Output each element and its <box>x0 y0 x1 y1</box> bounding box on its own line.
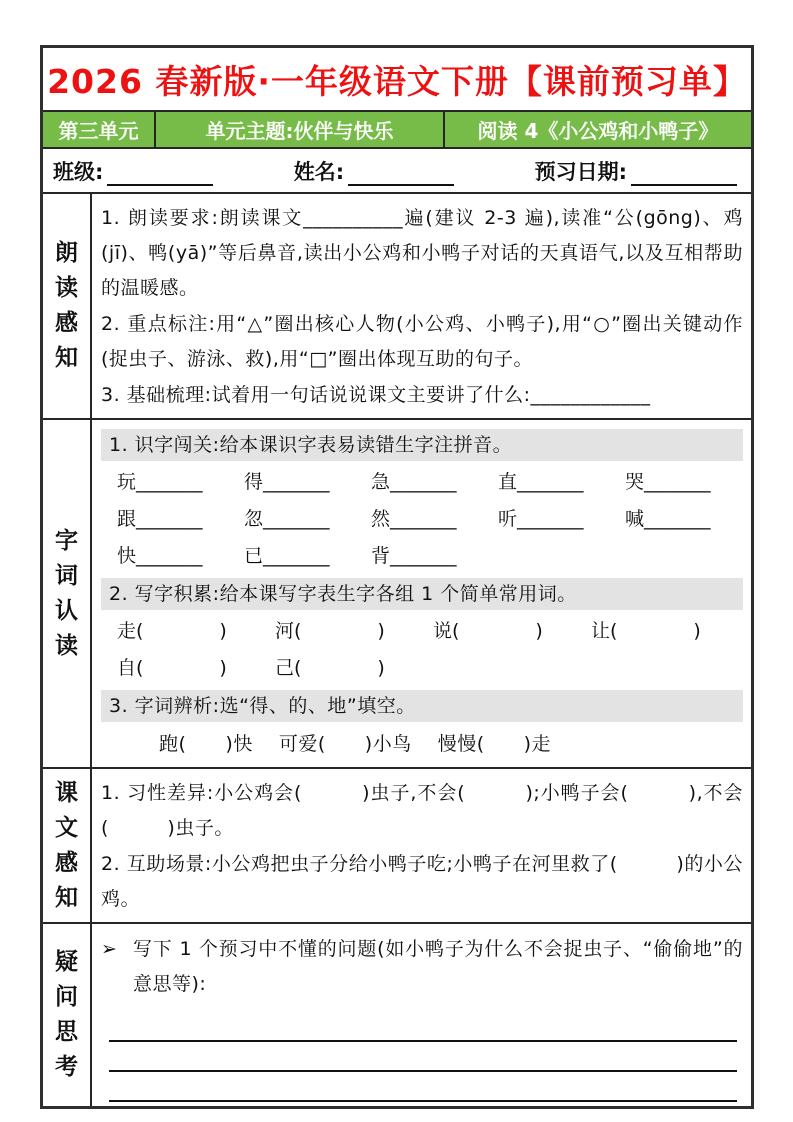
word-blank-cell: 河( ) <box>275 620 385 642</box>
section-reading-perception <box>43 192 751 418</box>
pinyin-blank-cell: 背_______ <box>371 545 457 567</box>
date-field <box>535 156 737 186</box>
pinyin-blank-cell: 跟_______ <box>117 508 203 530</box>
question-prompt: 写下 1 个预习中不懂的问题(如小鸭子为什么不会捉虫子、“偷偷地”的意思等): <box>133 938 743 995</box>
word-row-2 <box>101 650 743 687</box>
page-title: 2026 春新版·一年级语文下册【课前预习单】 <box>47 61 747 101</box>
section-label-char: 文 <box>55 814 78 841</box>
pinyin-blank-cell: 玩_______ <box>117 471 203 493</box>
section-label-char: 知 <box>55 884 78 911</box>
task3-fill-line: 跑( )快 可爱( )小鸟 慢慢( )走 <box>159 733 552 755</box>
section-label-char: 问 <box>55 984 78 1010</box>
arrow-bullet-icon: ➢ <box>101 938 117 960</box>
task1-title: 1. 识字闯关:给本课识字表易读错生字注拼音。 <box>101 429 743 461</box>
text-item-1: 1. 习性差异:小公鸡会( )虫子,不会( );小鸭子会( ),不会( )虫子。 <box>101 782 743 839</box>
pinyin-blank-cell: 喊_______ <box>625 508 711 530</box>
word-blank-cell: 己( ) <box>275 657 385 679</box>
reading-item-2: 2. 重点标注:用“△”圈出核心人物(小公鸡、小鸭子),用“○”圈出关键动作(捉虫子、游泳、救),用“□”圈出体现互助的句子。 <box>101 313 743 370</box>
pinyin-blank-cell: 哭_______ <box>625 471 711 493</box>
answer-line-3 <box>109 1072 737 1102</box>
section-text-perception <box>43 767 751 922</box>
unit-theme-cell: 单元主题:伙伴与快乐 <box>156 112 445 147</box>
pinyin-blank-cell: 得_______ <box>244 471 330 493</box>
class-blank <box>107 162 213 186</box>
section-label-char: 读 <box>55 275 78 301</box>
section-label-question <box>43 924 92 1106</box>
word-blank-cell: 让( ) <box>591 620 701 642</box>
words-content <box>92 420 751 767</box>
section-label-char: 字 <box>55 527 78 554</box>
pinyin-row-2 <box>101 501 743 538</box>
section-label-char: 朗 <box>55 240 78 266</box>
section-label-char: 知 <box>55 345 78 371</box>
pinyin-blank-cell: 忽_______ <box>244 508 330 530</box>
name-blank <box>348 162 454 186</box>
task2-title: 2. 写字积累:给本课写字表生字各组 1 个简单常用词。 <box>101 578 743 610</box>
pinyin-blank-cell: 急_______ <box>371 471 457 493</box>
word-blank-cell: 说( ) <box>433 620 543 642</box>
section-word-recognition <box>43 418 751 767</box>
class-field <box>53 156 213 186</box>
unit-reading-cell: 阅读 4《小公鸡和小鸭子》 <box>445 112 751 147</box>
section-label-char: 读 <box>55 632 78 659</box>
pinyin-blank-cell: 然_______ <box>371 508 457 530</box>
text-item-2: 2. 互助场景:小公鸡把虫子分给小鸭子吃;小鸭子在河里救了( )的小公鸡。 <box>101 853 743 910</box>
section-label-reading <box>43 194 92 418</box>
pinyin-blank-cell: 快_______ <box>117 545 203 567</box>
unit-number-cell: 第三单元 <box>43 112 156 147</box>
section-label-char: 思 <box>55 1019 78 1045</box>
pinyin-blank-cell: 已_______ <box>244 545 330 567</box>
word-row-1 <box>101 613 743 650</box>
question-prompt-row <box>101 932 743 1002</box>
student-info-bar <box>43 147 751 192</box>
task3-title: 3. 字词辨析:选“得、的、地”填空。 <box>101 690 743 722</box>
reading-item-3: 3. 基础梳理:试着用一句话说说课文主要讲了什么:____________ <box>101 384 651 406</box>
name-field <box>294 156 454 186</box>
name-label: 姓名: <box>293 159 345 184</box>
word-blank-cell: 走( ) <box>117 620 227 642</box>
section-label-words <box>43 420 92 767</box>
section-label-char: 词 <box>55 562 78 589</box>
pinyin-blank-cell: 直_______ <box>498 471 584 493</box>
pinyin-row-3 <box>101 538 743 575</box>
answer-line-1 <box>109 1012 737 1042</box>
section-question-thinking <box>43 922 751 1106</box>
section-label-char: 课 <box>55 779 78 806</box>
answer-line-2 <box>109 1042 737 1072</box>
section-label-text <box>43 769 92 922</box>
date-blank <box>631 162 737 186</box>
pinyin-blank-cell: 听_______ <box>498 508 584 530</box>
section-label-char: 感 <box>55 849 78 876</box>
question-content <box>92 924 751 1106</box>
class-label: 班级: <box>53 159 104 184</box>
section-label-char: 考 <box>55 1054 78 1080</box>
date-label: 预习日期: <box>534 159 627 184</box>
section-label-char: 感 <box>55 310 78 336</box>
section-label-char: 认 <box>55 597 78 624</box>
word-blank-cell: 自( ) <box>117 657 227 679</box>
text-content <box>92 769 751 922</box>
reading-content <box>92 194 751 418</box>
unit-header-bar <box>43 110 751 147</box>
worksheet-table <box>40 45 754 1109</box>
section-label-char: 疑 <box>55 949 78 975</box>
pinyin-row-1 <box>101 464 743 501</box>
reading-item-1: 1. 朗读要求:朗读课文__________遍(建议 2-3 遍),读准“公(gōng)、鸡(jī)、鸭(yā)”等后鼻音,读出小公鸡和小鸭子对话的天真语气,以及互相帮助的温暖感。 <box>101 207 743 299</box>
